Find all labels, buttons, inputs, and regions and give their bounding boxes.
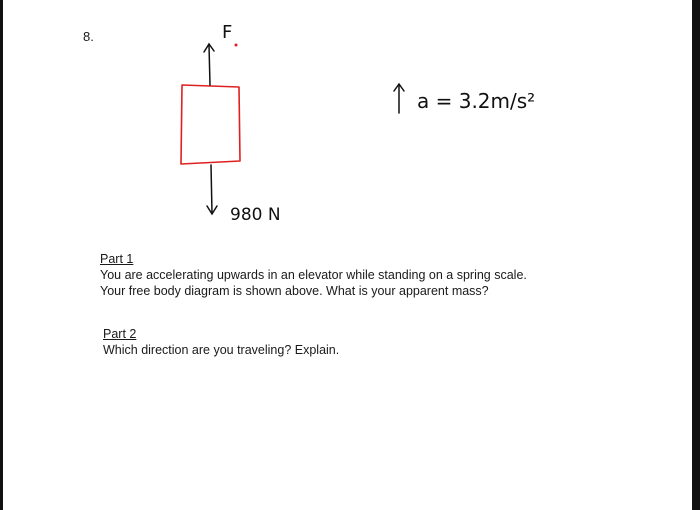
part-2-line: Which direction are you traveling? Explain.	[103, 343, 340, 357]
acceleration-label: a = 3.2m/s²	[417, 89, 536, 113]
label-dot	[235, 44, 238, 47]
part-1-title: Part 1	[100, 252, 134, 266]
part-2-title: Part 2	[103, 327, 137, 341]
applied-force-label: F	[222, 22, 233, 43]
weight-force-label: 980 N	[230, 205, 281, 225]
weight-force-arrow	[207, 165, 217, 214]
question-number: 8.	[83, 29, 94, 44]
part-1-line: You are accelerating upwards in an elevator while standing on a spring scale.	[100, 268, 527, 282]
part-2	[103, 326, 339, 358]
part-1	[100, 251, 527, 299]
acceleration-arrow	[394, 84, 404, 113]
applied-force-arrow	[204, 44, 214, 85]
part-1-line: Your free body diagram is shown above. What is your apparent mass?	[100, 284, 489, 298]
free-body-diagram	[0, 0, 700, 240]
body-box	[181, 85, 240, 164]
